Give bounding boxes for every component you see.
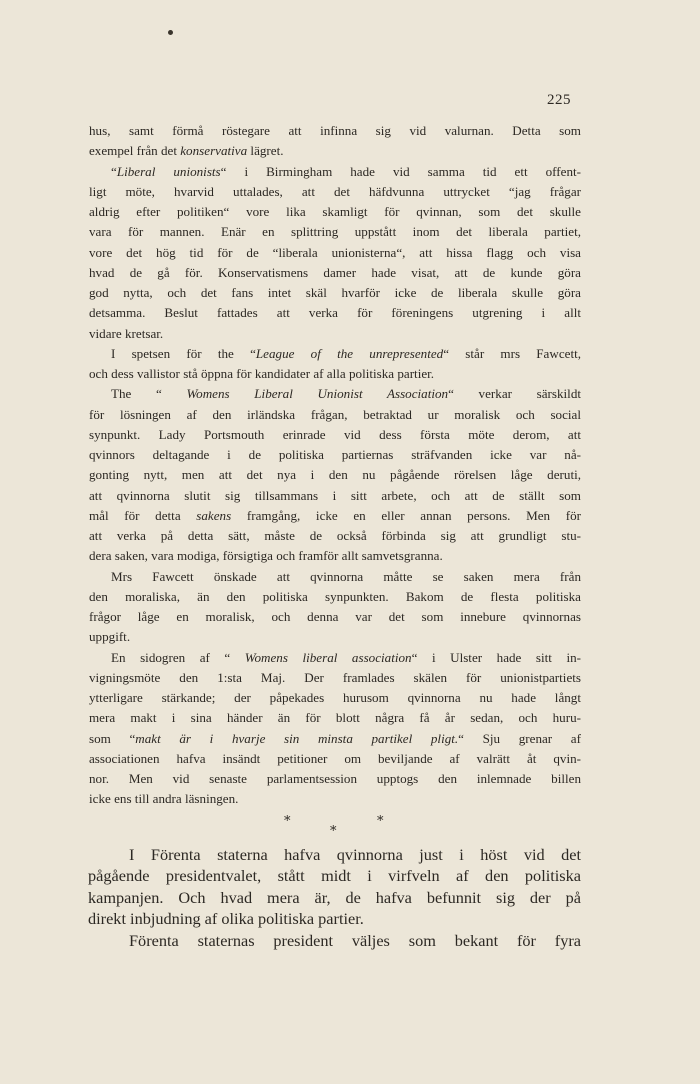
page-number: 225	[547, 92, 571, 108]
text-run: mål för detta	[89, 507, 197, 523]
body-text-large	[88, 844, 581, 951]
text-line	[89, 506, 581, 526]
text-line	[129, 844, 581, 865]
text-line	[89, 526, 581, 546]
text-line	[89, 729, 581, 749]
text-line	[89, 344, 581, 364]
text-run: Mrs Fawcett önskade att qvinnorna måtte se saken mera från	[111, 568, 581, 584]
text-line	[88, 887, 581, 908]
text-line	[89, 648, 581, 668]
text-line	[89, 769, 581, 789]
text-run: framgång, icke en eller annan persons. Men för	[231, 507, 582, 523]
text-run: lägret.	[247, 143, 284, 159]
text-line	[89, 324, 581, 344]
text-line	[89, 243, 581, 263]
text-run: detsamma. Beslut fattades att verka för föreningens utgrening i allt	[89, 305, 581, 321]
text-run: för lösningen af den irländska frågan, betraktad ur moralisk och social	[89, 406, 581, 422]
italic-run: League of the unrepresented	[255, 345, 444, 361]
text-run: hvad de gå för. Konservatismens damer hade visat, att de kunde göra	[89, 264, 581, 280]
section-separator	[270, 814, 400, 844]
text-run: I Förenta staterna hafva qvinnorna just i höst vid det	[129, 845, 581, 864]
text-line	[89, 587, 581, 607]
text-line	[89, 607, 581, 627]
italic-run: sakens	[196, 507, 232, 523]
italic-run: Womens Liberal Unionist Association	[186, 386, 449, 402]
separator-star: *	[284, 814, 291, 829]
text-line	[89, 141, 581, 161]
text-line	[89, 445, 581, 465]
separator-star: *	[330, 824, 337, 839]
text-run: och dess vallistor stå öppna för kandidater af alla politiska partier.	[89, 366, 435, 381]
text-line	[89, 303, 581, 323]
text-line	[89, 627, 581, 647]
text-line	[129, 930, 581, 951]
text-run: pågående presidentvalet, stått midt i virfveln af den politiska	[88, 866, 581, 886]
text-run: “ i Birmingham hade vid samma tid ett offent-	[220, 163, 581, 179]
text-run: nor. Men vid senaste parlamentsession upptogs den inlemnade billen	[89, 771, 581, 786]
text-run: mera makt i sina händer än för blott några få år sedan, och huru-	[89, 710, 581, 726]
text-run: vidare kretsar.	[89, 325, 164, 341]
text-run: som “	[89, 730, 136, 746]
text-run: Förenta staternas president väljes som bekant för fyra	[129, 930, 581, 950]
text-line	[89, 486, 581, 506]
text-line	[89, 263, 581, 283]
text-line	[89, 222, 581, 242]
italic-run: Womens liberal association	[244, 649, 412, 665]
text-line	[89, 688, 581, 708]
text-run: direkt inbjudning af olika politiska partier.	[88, 909, 364, 929]
separator-star: *	[377, 814, 384, 829]
text-run: kampanjen. Och hvad mera är, de hafva befunnit sig der på	[88, 887, 581, 907]
text-run: ligt möte, hvarvid uttalades, att det häfdvunna uttrycket “jag frågar	[89, 183, 581, 199]
text-run: exempel från det	[89, 143, 181, 159]
italic-run: Liberal unionists	[116, 163, 221, 179]
text-run: att qvinnorna slutit sig tillsammans i sitt arbete, och att de ställt som	[89, 487, 581, 503]
text-run: I spetsen för the “	[111, 345, 256, 361]
text-run: aldrig efter politiken“ vore lika skamligt för qvinnan, som det skulle	[89, 204, 581, 219]
text-run: att verka på detta sätt, måste de också förbinda sig att grundligt stu-	[89, 528, 581, 543]
text-line	[89, 789, 581, 809]
text-run: den moraliska, än den politiska synpunkten. Bakom de flesta politiska	[89, 588, 581, 604]
text-run: “ Sju grenar af	[458, 730, 581, 746]
text-run: god nytta, och det fans intet skäl hvarför icke de liberala skulle göra	[89, 285, 581, 300]
italic-run: konservativa	[180, 143, 248, 159]
text-run: The “	[111, 386, 187, 402]
text-run: uppgift.	[89, 629, 131, 645]
text-line	[89, 283, 581, 303]
ink-dot	[168, 30, 173, 35]
text-run: “ verkar särskildt	[448, 386, 582, 402]
text-line	[89, 202, 581, 222]
text-run: dera saken, vara modiga, försigtiga och framför allt samvetsgranna.	[89, 548, 443, 564]
text-line	[89, 749, 581, 769]
text-line	[88, 865, 581, 886]
text-run: “ står mrs Fawcett,	[443, 345, 581, 361]
text-line	[89, 182, 581, 202]
text-run: hus, samt förmå röstegare att infinna sig vid valurnan. Detta som	[89, 123, 581, 138]
text-run: vigningsmöte den 1:sta Maj. Der framlades skälen för unionistpartiets	[89, 669, 581, 685]
text-line	[89, 405, 581, 425]
text-run: gonting nytt, men att det nya i den nu pågående rörelsen låge deruti,	[89, 467, 581, 483]
text-line	[89, 668, 581, 688]
text-line	[89, 364, 581, 384]
text-line	[89, 546, 581, 566]
body-text-small	[89, 121, 581, 810]
italic-run: makt är i hvarje sin minsta partikel pligt.	[135, 730, 459, 746]
text-line	[89, 425, 581, 445]
text-run: vara för mannen. Enär en splittring uppstått inom det liberala partiet,	[89, 224, 581, 240]
text-run: associationen hafva insändt petitioner om beviljande af valrätt åt qvin-	[89, 750, 581, 766]
text-line	[89, 384, 581, 404]
text-run: qvinnors deltagande i de politiska partiernas sträfvanden icke var nå-	[89, 447, 581, 462]
text-run: vore det hög tid för de “liberala unionisterna“, att hissa flagg och visa	[89, 244, 581, 260]
text-line	[89, 708, 581, 728]
text-line	[89, 162, 581, 182]
text-line	[89, 465, 581, 485]
text-run: frågor låge en moralisk, och denna var det som innebure qvinnornas	[89, 609, 581, 624]
text-run: “ i Ulster hade sitt in-	[411, 649, 582, 665]
text-run: En sidogren af “	[111, 649, 245, 665]
text-run: synpunkt. Lady Portsmouth erinrade vid dess första möte derom, att	[89, 426, 581, 442]
text-run: ytterligare stärkande; der påpekades hurusom qvinnorna nu hade långt	[89, 690, 581, 705]
text-run: icke ens till andra läsningen.	[89, 791, 239, 807]
text-line	[88, 908, 581, 929]
text-line	[89, 567, 581, 587]
text-line	[89, 121, 581, 141]
text-run: “	[111, 163, 117, 179]
